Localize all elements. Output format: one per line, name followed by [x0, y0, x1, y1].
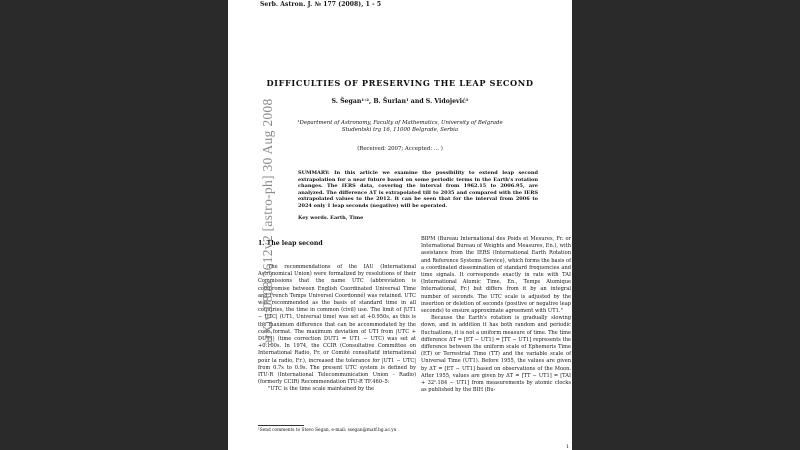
- journal-header: Serb. Astron. J. № 177 (2008), 1 - 5: [260, 1, 382, 8]
- footnote: ¹Send comments to Stevo Segan, e-mail: ssegan@matf.bg.ac.yu: [258, 428, 397, 433]
- right-paragraph-1: BIPM (Bureau International des Poids et Mesures, Fr. or International Bureau of Weights and Measures, En.), with assistance from the IERS (International Earth Rotation and Reference Systems Service), which forms the basis of a coordinated dissemination of standard frequencies and time signals. It corresponds exactly in rate with TAI (International Atomic Time, En., Temps Atomique International, Fr.) but differs from it by an integral number of seconds. The UTC scale is adjusted by the insertion or deletion of seconds (positive or negative leap seconds) to ensure approximate agreement with UT1.": [421, 236, 571, 315]
- paper-title: DIFFICULTIES OF PRESERVING THE LEAP SECOND: [266, 78, 534, 88]
- abstract: SUMMARY: In this article we examine the possibility to extend leap second extrapolation for a near future based on some periodic terms in the Earth's rotation changes. The IERS data, covering the interval from 1962.15 to 2006.95, are analyzed. The difference ΔT is extrapolated till to 2035 and compared with the IERS extrapolated values to the 2012. It can be seen that for the interval from 2006 to 2024 only 1 leap seconds (negative) will be operated.: [298, 170, 538, 209]
- affiliation-line-1: ¹Department of Astronomy, Faculty of Mathematics, University of Belgrade: [297, 120, 503, 126]
- page-number: 1: [566, 444, 570, 450]
- keywords: Key words. Earth, Time: [298, 215, 364, 221]
- pdf-page: [228, 0, 572, 450]
- right-column: [421, 236, 571, 394]
- footnote-rule: [258, 425, 304, 426]
- viewer-background-left: [0, 0, 228, 450]
- left-column: [258, 264, 416, 394]
- arxiv-stamp: arXiv:0808.3612v2 [astro-ph] 30 Aug 2008: [260, 98, 275, 346]
- received-date: (Received: 2007; Accepted: ... ): [357, 146, 443, 152]
- left-paragraph-1: The recommendations of the IAU (International Astronomical Union) were formalized by resolutions of their Commissions that the name UTC (abbreviation is compromise between English Coordinated Universal Time and French Temps Universel Coordonné) was retained. UTC was recommended as the basis of standard time in all countries, the time in common (civil) use. The limit of |UT1 − UTC| (UT1, Universal time) was set at +0.950s, as this is the maximum difference that can be accommodated by the code format. The maximum deviation of UTI from |UTC + DUT1| (time correction DUT1 = UT1 − UTC) was set at +0.100s. In 1974, the CCIR (Consultative Committee on International Radio, Fr. or Comité consultatif international pour la radio, Fr.), increased the tolerance for |UT1 − UTC| from 0.7s to 0.9s. The present UTC system is defined by ITU-R (International Telecommunication Union - Radio) (formerly CCIR) Recommendation ITU-R TF.460–5:: [258, 264, 416, 386]
- left-paragraph-2: "UTC is the time scale maintained by the: [268, 386, 375, 393]
- viewer-background-right: [572, 0, 800, 450]
- right-paragraph-2: Because the Earth's rotation is gradually slowing down, and in addition it has both random and periodic fluctuations, it is not a uniform measure of time. The time difference ΔT = [ET − UT1] = [TT − UT1] represents the difference between the uniform scale of Ephemeris Time (ET) or Terrestrial Time (TT) and the variable scale of Universal Time (UT1). Before 1955, the values are given by ΔT = [ET − UT1] based on observations of the Moon. After 1955, values are given by ΔT = [TT − UT1] = [TAI + 32ˢ.184 − UT1] from measurements by atomic clocks as published by the BIH (Bu-: [421, 315, 571, 394]
- author-list: S. Šegan¹˒², B. Šurlan¹ and S. Vidojević¹: [331, 98, 469, 105]
- affiliation-line-2: Studentski trg 16, 11000 Belgrade, Serbia: [341, 127, 459, 133]
- affiliation: [228, 120, 572, 134]
- section-heading: 1. The leap second: [258, 240, 323, 247]
